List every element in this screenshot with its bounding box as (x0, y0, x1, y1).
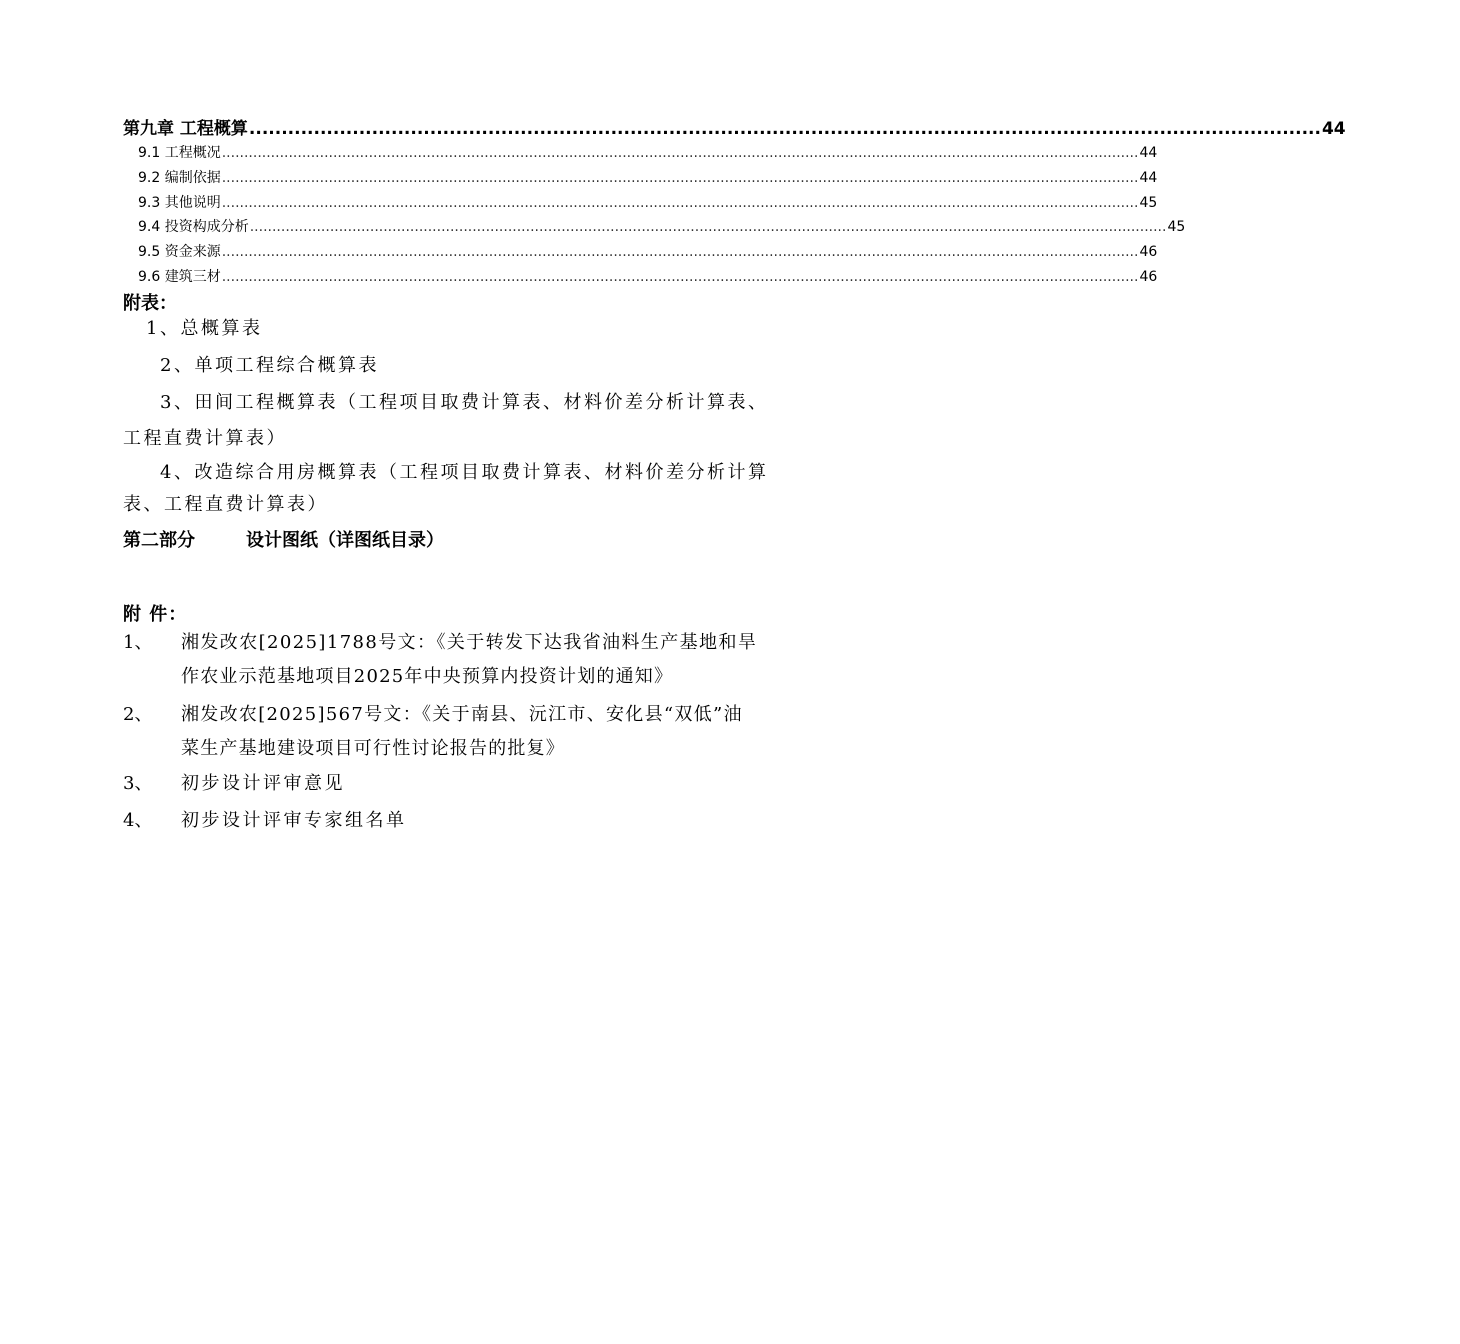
toc-section-label: 9.5 资金来源 (138, 244, 221, 260)
appendix-table-item: 3、田间工程概算表（工程项目取费计算表、材料价差分析计算表、 (160, 392, 769, 413)
appendix-table-item: 1、总概算表 (146, 318, 263, 339)
part-two-title: 第二部分 (123, 530, 195, 551)
attachment-number: 4、 (123, 810, 153, 831)
toc-section-page: 44 (1139, 170, 1158, 186)
toc-section-label: 9.3 其他说明 (138, 195, 221, 211)
attachment-number: 2、 (123, 704, 153, 725)
toc-leader-dots: .............................................................................................................................................................................................................. (221, 195, 1139, 211)
toc-section-page: 46 (1139, 244, 1158, 260)
toc-leader-dots: ...................................................................................................................................................................... (248, 119, 1321, 139)
toc-section-label: 9.2 编制依据 (138, 170, 221, 186)
toc-leader-dots: .............................................................................................................................................................................................................. (221, 145, 1139, 161)
attachment-line: 菜生产基地建设项目可行性讨论报告的批复》 (181, 738, 565, 759)
toc-chapter-label: 第九章 工程概算 (123, 119, 248, 139)
toc-leader-dots: .............................................................................................................................................................................................................. (221, 269, 1139, 285)
toc-chapter-page: 44 (1321, 119, 1346, 139)
toc-section-page: 46 (1139, 269, 1158, 285)
toc-leader-dots: .............................................................................................................................................................................................................. (249, 219, 1167, 235)
toc-section-label: 9.4 投资构成分析 (138, 219, 249, 235)
attachment-line: 作农业示范基地项目2025年中央预算内投资计划的通知》 (181, 666, 674, 687)
toc-chapter-row[interactable] (0, 114, 1346, 139)
toc-section-page: 45 (1139, 195, 1158, 211)
appendix-table-item: 2、单项工程综合概算表 (160, 355, 379, 376)
attachment-line: 湘发改农[2025]567号文：《关于南县、沅江市、安化县“双低”油 (181, 704, 743, 725)
toc-section-page: 44 (1139, 145, 1158, 161)
appendix-table-item: 4、改造综合用房概算表（工程项目取费计算表、材料价差分析计算 (160, 462, 769, 483)
toc-section-row[interactable] (0, 167, 1158, 187)
toc-section-row[interactable] (0, 216, 1186, 236)
toc-section-label: 9.6 建筑三材 (138, 269, 221, 285)
appendix-table-item-continuation: 表、工程直费计算表） (123, 494, 328, 515)
attachments-heading: 附 件： (123, 604, 188, 625)
attachment-line: 初步设计评审专家组名单 (181, 810, 407, 831)
toc-section-row[interactable] (0, 241, 1158, 261)
attachment-number: 3、 (123, 773, 153, 794)
appendix-table-item-continuation: 工程直费计算表） (123, 428, 287, 449)
toc-section-row[interactable] (0, 192, 1158, 212)
attachment-number: 1、 (123, 632, 153, 653)
toc-section-page: 45 (1167, 219, 1186, 235)
toc-leader-dots: .............................................................................................................................................................................................................. (221, 244, 1139, 260)
toc-section-row[interactable] (0, 142, 1158, 162)
attachment-line: 初步设计评审意见 (181, 773, 345, 794)
appendix-tables-heading: 附表： (123, 293, 177, 314)
toc-section-label: 9.1 工程概况 (138, 145, 221, 161)
toc-section-row[interactable] (0, 266, 1158, 286)
attachment-line: 湘发改农[2025]1788号文：《关于转发下达我省油料生产基地和旱 (181, 632, 758, 653)
toc-leader-dots: .............................................................................................................................................................................................................. (221, 170, 1139, 186)
part-two-subtitle: 设计图纸（详图纸目录） (246, 530, 444, 551)
